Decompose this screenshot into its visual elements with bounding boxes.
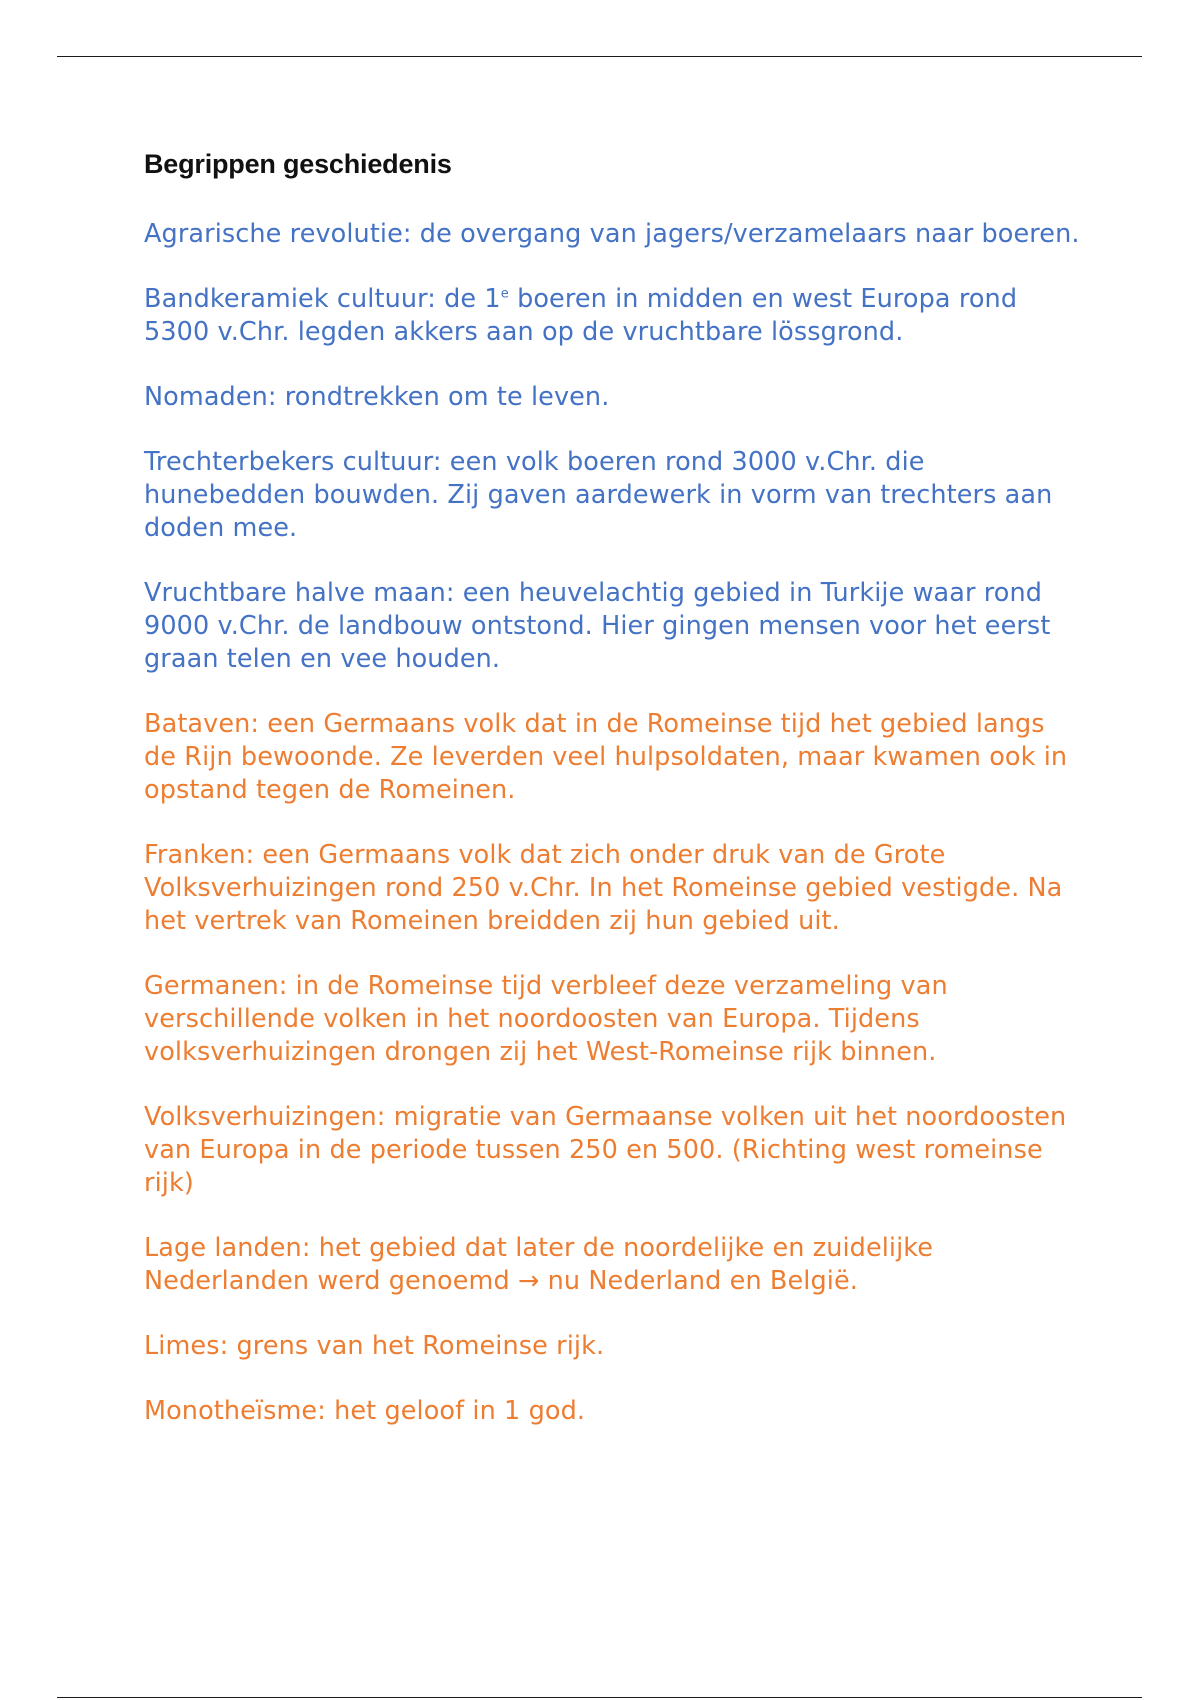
term-germanen: Germanen: in de Romeinse tijd verbleef deze verzameling van verschillende volken in het noordoosten van Europa. Tijdens volksverhuizingen drongen zij het West-Romeinse rijk binnen. [144,971,948,1067]
term-agrarische-revolutie: Agrarische revolutie: de overgang van jagers/verzamelaars naar boeren. [144,219,1080,249]
document-title: Begrippen geschiedenis [144,149,452,179]
term-volksverhuizingen: Volksverhuizingen: migratie van Germaanse volken uit het noordoosten van Europa in de periode tussen 250 en 500. (Richting west romeinse rijk) [144,1102,1067,1198]
term-text-before: Bandkeramiek cultuur: de 1 [144,284,501,314]
term-lage-landen: Lage landen: het gebied dat later de noordelijke en zuidelijke Nederlanden werd genoemd → nu Nederland en België. [144,1233,934,1296]
term-monotheisme: Monotheïsme: het geloof in 1 god. [144,1396,586,1426]
document-body [144,144,1084,1460]
term-nomaden: Nomaden: rondtrekken om te leven. [144,382,610,412]
footer-rule [57,1697,1142,1698]
term-trechterbekers-cultuur: Trechterbekers cultuur: een volk boeren rond 3000 v.Chr. die hunebedden bouwden. Zij gaven aardewerk in vorm van trechters aan doden mee. [144,447,1053,543]
header-rule [57,56,1142,57]
term-limes: Limes: grens van het Romeinse rijk. [144,1331,605,1361]
term-bandkeramiek-cultuur [144,283,1084,349]
term-franken: Franken: een Germaans volk dat zich onder druk van de Grote Volksverhuizingen rond 250 v.Chr. In het Romeinse gebied vestigde. Na het vertrek van Romeinen breidden zij hun gebied uit. [144,840,1063,936]
term-vruchtbare-halve-maan: Vruchtbare halve maan: een heuvelachtig gebied in Turkije waar rond 9000 v.Chr. de landbouw ontstond. Hier gingen mensen voor het eerst graan telen en vee houden. [144,578,1051,674]
term-text-after: boeren in midden en west Europa rond 5300 v.Chr. legden akkers aan op de vruchtbare lössgrond. [144,284,1018,347]
ordinal-superscript: e [500,286,509,302]
term-bataven: Bataven: een Germaans volk dat in de Romeinse tijd het gebied langs de Rijn bewoonde. Ze leverden veel hulpsoldaten, maar kwamen ook in opstand tegen de Romeinen. [144,709,1068,805]
